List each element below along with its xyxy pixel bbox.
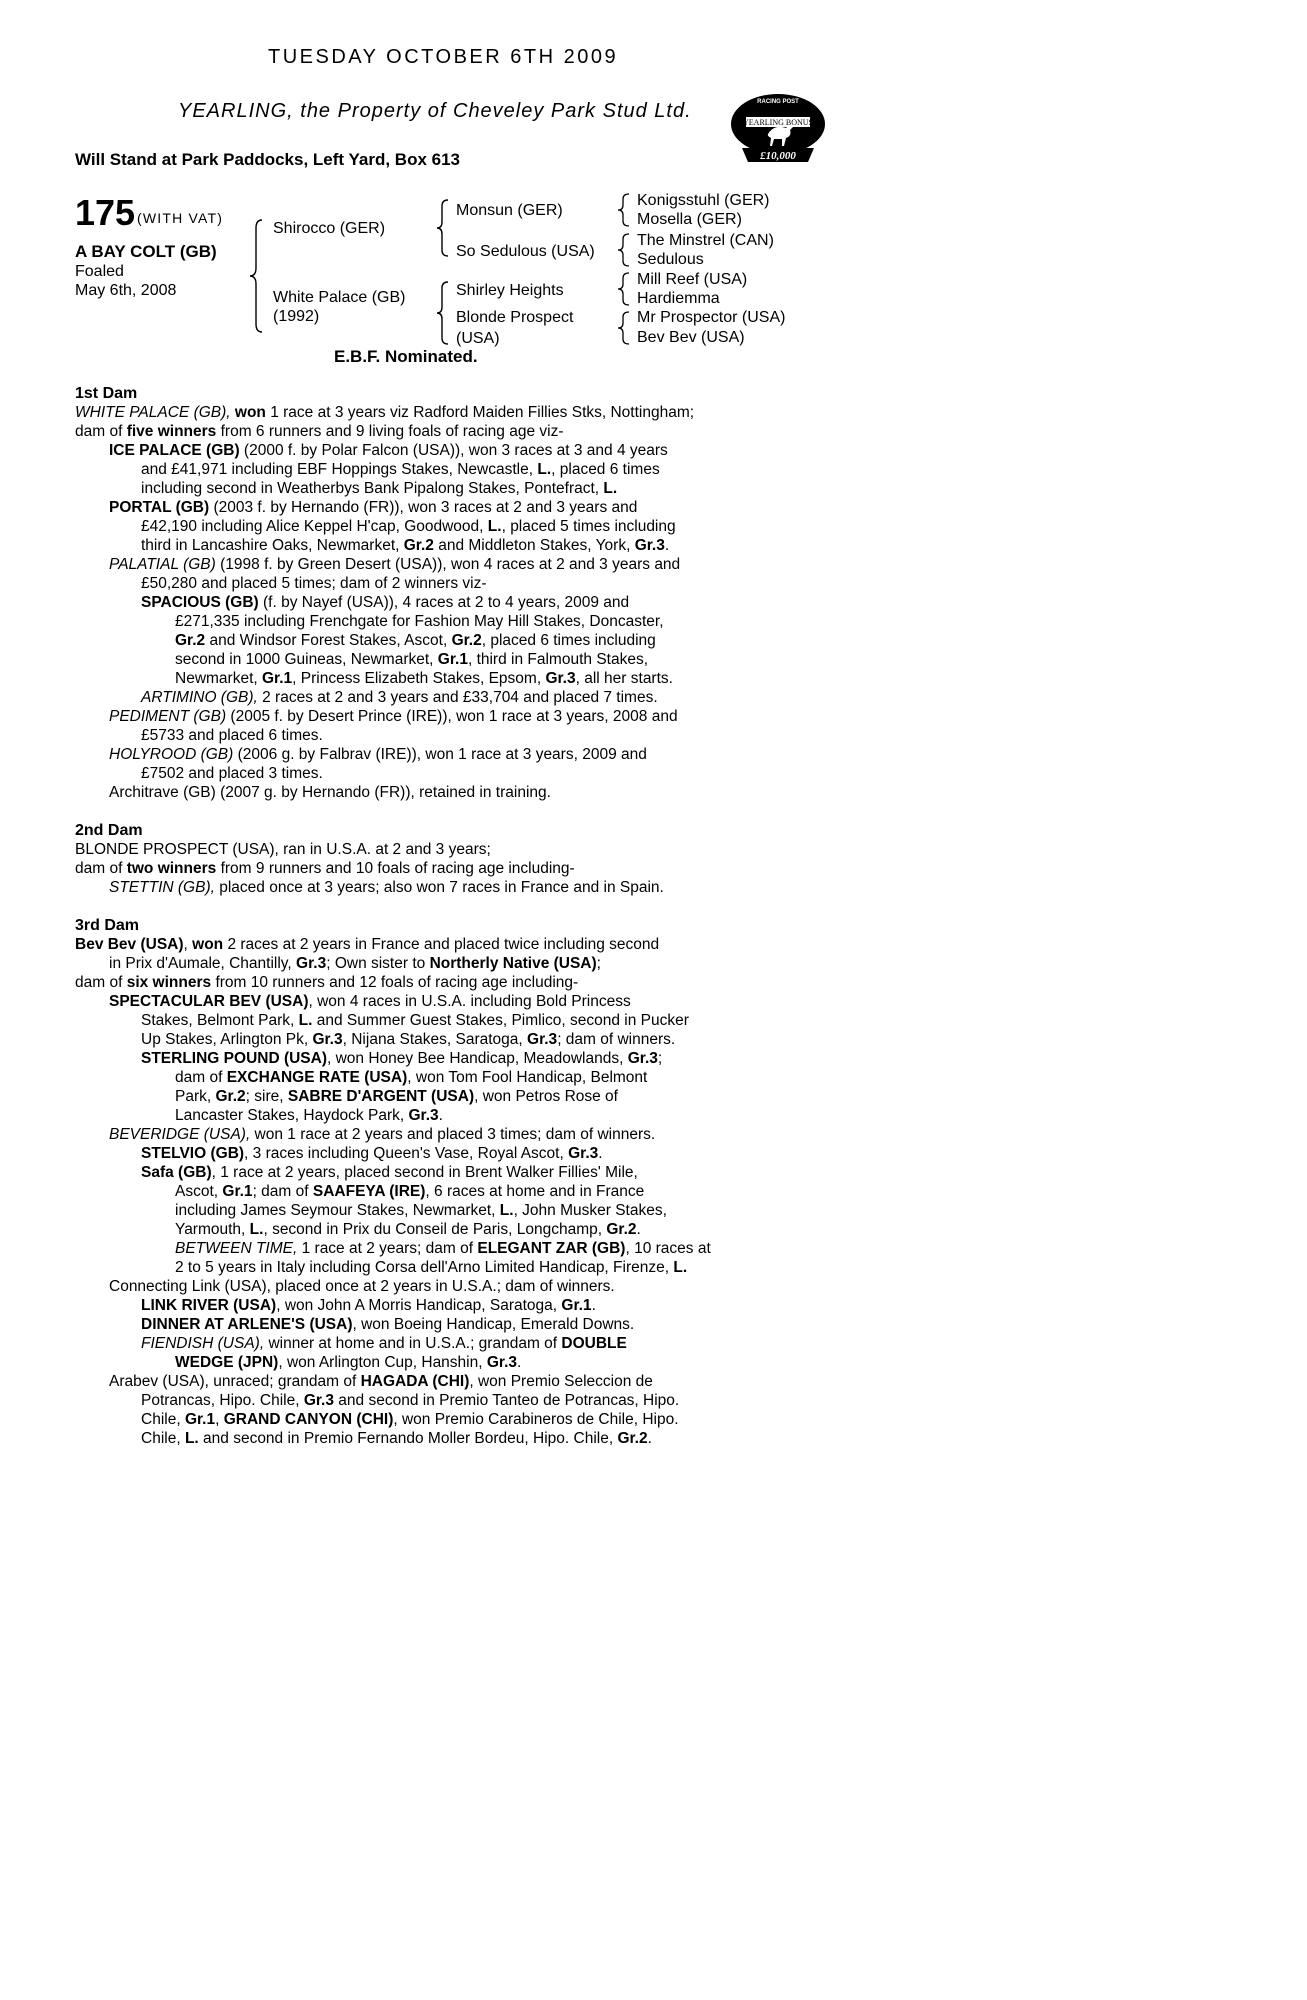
text-fragment: . [647,1430,652,1447]
text-fragment: two winners [126,860,217,877]
text-fragment: WHITE PALACE (GB), [75,404,231,421]
text-fragment: and second in Premio Tanteo de Potrancas, Hipo. [334,1392,680,1409]
text-fragment: Gr.3 [408,1107,439,1124]
produce-between-time [75,1239,755,1258]
pedigree-gg-8: Bev Bev (USA) [637,329,745,346]
text-fragment: from 10 runners and 12 foals of racing age including- [211,974,579,991]
pedigree-sire: Shirocco (GER) [273,220,386,237]
text-fragment: Gr.3 [303,1392,334,1409]
first-dam-line [75,403,755,422]
pedigree-gg-3: The Minstrel (CAN) [637,232,774,249]
text-fragment: Safa (GB) [141,1164,212,1181]
text-fragment: , placed 6 times including [481,632,656,649]
text-fragment: placed once at 3 years; also won 7 races in France and in Spain. [214,879,664,896]
text-fragment: . [517,1354,522,1371]
text-fragment: WEDGE (JPN) [175,1354,279,1371]
text-fragment: EXCHANGE RATE (USA) [226,1069,408,1086]
text-fragment: Up Stakes, Arlington Pk, [141,1031,313,1048]
produce-artimino [75,688,755,707]
produce-sterling-pound-3 [75,1087,755,1106]
first-dam-produce [75,422,755,441]
text-fragment: won [192,936,224,953]
produce-between-time-2 [75,1258,755,1277]
text-fragment: Gr.1 [222,1183,253,1200]
text-fragment: Gr.3 [545,670,576,687]
text-fragment: Gr.2 [451,632,482,649]
text-fragment: SPECTACULAR BEV (USA) [109,993,309,1010]
produce-portal [75,498,755,517]
text-fragment: BEVERIDGE (USA), [109,1126,251,1143]
second-dam-produce [75,859,755,878]
text-fragment: , 1 race at 2 years, placed second in Brent Walker Fillies' Mile, [211,1164,638,1181]
badge-amount: £10,000 [760,150,796,162]
text-fragment: Yarmouth, [175,1221,250,1238]
text-fragment: (2003 f. by Hernando (FR)), won 3 races at 2 and 3 years and [209,499,638,516]
text-fragment: and Middleton Stakes, York, [433,537,635,554]
produce-spacious-2 [75,612,755,631]
yearling-bonus-badge [728,90,828,168]
pedigree-brace-g2 [617,232,633,268]
lot-number: 175 [75,192,136,233]
text-fragment: Gr.2 [606,1221,637,1238]
text-fragment: . [636,1221,641,1238]
text-fragment: Park, [175,1088,216,1105]
text-fragment: , placed 6 times [551,461,660,478]
text-fragment: , won Arlington Cup, Hanshin, [278,1354,487,1371]
text-fragment: (1998 f. by Green Desert (USA)), won 4 races at 2 and 3 years and [215,556,681,573]
text-fragment: L. [184,1430,199,1447]
sale-date: TUESDAY OCTOBER 6TH 2009 [268,46,619,68]
text-fragment: , 10 races at [625,1240,711,1257]
text-fragment: winner at home and in U.S.A.; grandam of [264,1335,562,1352]
text-fragment: ; sire, [245,1088,288,1105]
text-fragment: Potrancas, Hipo. Chile, [141,1392,304,1409]
text-fragment: 2 to 5 years in Italy including Corsa dell'Arno Limited Handicap, Firenze, [175,1259,674,1276]
third-dam-produce [75,973,755,992]
text-fragment: . [598,1145,603,1162]
produce-arabev-4 [75,1429,755,1448]
foaled-label: Foaled [75,263,124,280]
pedigree-brace-g4 [617,310,633,346]
produce-portal-2 [75,517,755,536]
text-fragment: Gr.1 [561,1297,592,1314]
text-fragment: , won 4 races in U.S.A. including Bold Princess [308,993,631,1010]
text-fragment: SPACIOUS (GB) [141,594,259,611]
text-fragment: , won Honey Bee Handicap, Meadowlands, [327,1050,628,1067]
second-dam-heading: 2nd Dam [75,822,143,839]
text-fragment: Gr.3 [627,1050,658,1067]
text-fragment: Stakes, Belmont Park, [141,1012,299,1029]
text-fragment: . [664,537,670,554]
text-fragment: L. [603,480,618,497]
pedigree-brace-sire [436,198,452,258]
first-dam-heading: 1st Dam [75,385,138,402]
produce-portal-3 [75,536,755,555]
foaled-info [75,262,176,300]
text-fragment: Arabev (USA), unraced; grandam of [109,1373,361,1390]
text-fragment: PEDIMENT (GB) [109,708,227,725]
pedigree-brace-g1 [617,192,633,228]
text-fragment: L. [487,518,502,535]
text-fragment: Northerly Native (USA) [429,955,597,972]
text-fragment: Gr.1 [184,1411,216,1428]
text-fragment: Newmarket, [175,670,262,687]
text-fragment: , won Boeing Handicap, Emerald Downs. [352,1316,635,1333]
text-fragment: six winners [126,974,212,991]
produce-pediment [75,707,755,726]
text-fragment: . [591,1297,596,1314]
text-fragment: , all her starts. [575,670,673,687]
text-fragment: L. [249,1221,264,1238]
pedigree-brace-main [248,218,272,334]
text-fragment: Gr.3 [486,1354,518,1371]
third-dam-heading: 3rd Dam [75,917,140,934]
produce-safa-2 [75,1182,755,1201]
text-fragment: and £41,971 including EBF Hoppings Stakes, Newcastle, [141,461,538,478]
produce-arabev-3 [75,1410,755,1429]
text-fragment: dam of [75,974,127,991]
produce-palatial [75,555,755,574]
text-fragment: . [438,1107,443,1124]
pedigree-gg-4: Sedulous [637,251,704,268]
text-fragment: Gr.1 [262,670,293,687]
catalogue-text [75,384,755,1448]
text-fragment: £7502 and placed 3 times. [141,765,323,782]
text-fragment: , won Premio Seleccion de [469,1373,653,1390]
text-fragment: Gr.3 [312,1031,343,1048]
produce-fiendish-2 [75,1353,755,1372]
text-fragment: ELEGANT ZAR (GB) [477,1240,626,1257]
text-fragment: ; dam of winners. [557,1031,676,1048]
text-fragment: L. [537,461,552,478]
text-fragment: , won Tom Fool Handicap, Belmont [407,1069,648,1086]
second-dam-line [75,840,755,859]
produce-dinner-at-arlenes [75,1315,755,1334]
text-fragment: BETWEEN TIME, [175,1240,298,1257]
text-fragment: Gr.3 [296,955,327,972]
third-dam-line [75,935,755,954]
text-fragment: FIENDISH (USA), [141,1335,265,1352]
text-fragment: won [230,404,266,421]
text-fragment: , 6 races at home and in France [425,1183,645,1200]
text-fragment: L. [673,1259,688,1276]
produce-ice-palace [75,441,755,460]
text-fragment: BLONDE PROSPECT (USA), ran in U.S.A. at 2 and 3 years; [75,841,491,858]
third-dam-line-2 [75,954,755,973]
text-fragment: Lancaster Stakes, Haydock Park, [175,1107,409,1124]
text-fragment: ; Own sister to [326,955,430,972]
text-fragment: ARTIMINO (GB), [141,689,258,706]
text-fragment: Gr.2 [175,632,206,649]
text-fragment: including James Seymour Stakes, Newmarket, [175,1202,500,1219]
pedigree-dam-sire: Shirley Heights [456,282,564,299]
text-fragment: (2006 g. by Falbrav (IRE)), won 1 race at 3 years, 2009 and [233,746,647,763]
text-fragment: (2005 f. by Desert Prince (IRE)), won 1 race at 3 years, 2008 and [226,708,678,725]
pedigree-sire-dam: So Sedulous (USA) [456,243,595,260]
produce-safa [75,1163,755,1182]
text-fragment: dam of [75,423,127,440]
badge-top-text: RACING POST [757,99,799,105]
produce-spectacular-bev-3 [75,1030,755,1049]
text-fragment: Gr.2 [403,537,434,554]
text-fragment: PORTAL (GB) [109,499,210,516]
pedigree-gg-1: Konigsstuhl (GER) [637,192,770,209]
text-fragment: , Nijana Stakes, Saratoga, [342,1031,528,1048]
produce-pediment-2 [75,726,755,745]
text-fragment: , won John A Morris Handicap, Saratoga, [276,1297,562,1314]
produce-sterling-pound [75,1049,755,1068]
produce-fiendish [75,1334,755,1353]
produce-stelvio [75,1144,755,1163]
text-fragment: Ascot, [175,1183,223,1200]
text-fragment: from 9 runners and 10 foals of racing age including- [216,860,575,877]
pedigree-brace-dam [436,280,452,346]
text-fragment: in Prix d'Aumale, Chantilly, [109,955,297,972]
text-fragment: , [183,936,193,953]
pedigree-dam: White Palace (GB) [273,289,406,306]
property-line: YEARLING, the Property of Cheveley Park Stud Ltd. [178,100,692,122]
produce-ice-palace-3 [75,479,755,498]
text-fragment: HOLYROOD (GB) [109,746,234,763]
text-fragment: ICE PALACE (GB) [109,442,240,459]
produce-safa-4 [75,1220,755,1239]
text-fragment: and Windsor Forest Stakes, Ascot, [205,632,452,649]
text-fragment: 2 races at 2 and 3 years and £33,704 and placed 7 times. [257,689,658,706]
text-fragment: , third in Falmouth Stakes, [467,651,649,668]
text-fragment: , 3 races including Queen's Vase, Royal Ascot, [244,1145,569,1162]
ebf-nominated: E.B.F. Nominated. [334,347,478,366]
text-fragment: LINK RIVER (USA) [141,1297,277,1314]
produce-spacious-3 [75,631,755,650]
text-fragment: ; dam of [252,1183,313,1200]
text-fragment: second in 1000 Guineas, Newmarket, [175,651,438,668]
text-fragment: 1 race at 3 years viz Radford Maiden Fillies Stks, Nottingham; [265,404,695,421]
text-fragment: PALATIAL (GB) [109,556,216,573]
text-fragment: Connecting Link (USA), placed once at 2 years in U.S.A.; dam of winners. [109,1278,615,1295]
produce-connecting-link [75,1277,755,1296]
text-fragment: STERLING POUND (USA) [141,1050,327,1067]
produce-holyrood-2 [75,764,755,783]
text-fragment: 2 races at 2 years in France and placed twice including second [223,936,660,953]
text-fragment: , Princess Elizabeth Stakes, Epsom, [292,670,546,687]
text-fragment: dam of [75,860,127,877]
text-fragment: and second in Premio Fernando Moller Bordeu, Hipo. Chile, [198,1430,618,1447]
produce-holyrood [75,745,755,764]
text-fragment: , John Musker Stakes, [513,1202,667,1219]
produce-spacious [75,593,755,612]
text-fragment: Gr.2 [617,1430,648,1447]
text-fragment: SAAFEYA (IRE) [312,1183,426,1200]
pedigree-dam-year: (1992) [273,308,320,325]
text-fragment: GRAND CANYON (CHI) [223,1411,394,1428]
text-fragment: £271,335 including Frenchgate for Fashion May Hill Stakes, Doncaster, [175,613,664,630]
produce-spectacular-bev [75,992,755,1011]
pedigree-gg-7: Mr Prospector (USA) [637,309,786,326]
text-fragment: won 1 race at 2 years and placed 3 times; dam of winners. [250,1126,656,1143]
produce-architrave [75,783,755,802]
text-fragment: including second in Weatherbys Bank Pipalong Stakes, Pontefract, [141,480,604,497]
text-fragment: £5733 and placed 6 times. [141,727,323,744]
text-fragment: Architrave (GB) (2007 g. by Hernando (FR)), retained in training. [109,784,551,801]
produce-spacious-4 [75,650,755,669]
text-fragment: Gr.1 [437,651,468,668]
text-fragment: £50,280 and placed 5 times; dam of 2 winners viz- [141,575,487,592]
text-fragment: , [215,1411,224,1428]
produce-stettin [75,878,755,897]
text-fragment: , second in Prix du Conseil de Paris, Longchamp, [263,1221,607,1238]
text-fragment: ; [657,1050,663,1067]
text-fragment: SABRE D'ARGENT (USA) [287,1088,475,1105]
text-fragment: , won Premio Carabineros de Chile, Hipo. [393,1411,679,1428]
pedigree-gg-2: Mosella (GER) [637,211,742,228]
text-fragment: HAGADA (CHI) [360,1373,470,1390]
lot-name: A BAY COLT (GB) [75,242,217,261]
foaled-date: May 6th, 2008 [75,282,177,299]
text-fragment: L. [298,1012,313,1029]
produce-beveridge [75,1125,755,1144]
produce-spacious-5 [75,669,755,688]
produce-spectacular-bev-2 [75,1011,755,1030]
text-fragment: (f. by Nayef (USA)), 4 races at 2 to 4 years, 2009 and [258,594,630,611]
text-fragment: Bev Bev (USA) [75,936,184,953]
pedigree-dam-dam-country: (USA) [456,330,500,347]
text-fragment: DOUBLE [561,1335,627,1352]
text-fragment: £42,190 including Alice Keppel H'cap, Goodwood, [141,518,488,535]
text-fragment: 1 race at 2 years; dam of [297,1240,478,1257]
pedigree-gg-6: Hardiemma [637,290,720,307]
pedigree-sire-sire: Monsun (GER) [456,202,563,219]
produce-sterling-pound-4 [75,1106,755,1125]
text-fragment: and Summer Guest Stakes, Pimlico, second in Pucker [312,1012,689,1029]
badge-middle-text: YEARLING BONUS [743,118,813,127]
text-fragment: STELVIO (GB) [141,1145,245,1162]
pedigree-dam-dam: Blonde Prospect [456,309,574,326]
text-fragment: Gr.2 [215,1088,246,1105]
produce-safa-3 [75,1201,755,1220]
text-fragment: STETTIN (GB), [109,879,215,896]
produce-arabev [75,1372,755,1391]
text-fragment: dam of [175,1069,227,1086]
stand-location: Will Stand at Park Paddocks, Left Yard, Box 613 [75,150,460,169]
text-fragment: third in Lancashire Oaks, Newmarket, [141,537,404,554]
text-fragment: L. [499,1202,514,1219]
text-fragment: , placed 5 times including [501,518,676,535]
text-fragment: ; [596,955,601,972]
vat-note: (WITH VAT) [137,210,224,226]
text-fragment: (2000 f. by Polar Falcon (USA)), won 3 races at 3 and 4 years [239,442,668,459]
pedigree-gg-5: Mill Reef (USA) [637,271,748,288]
text-fragment: DINNER AT ARLENE'S (USA) [141,1316,353,1333]
produce-sterling-pound-2 [75,1068,755,1087]
text-fragment: , won Petros Rose of [474,1088,618,1105]
pedigree-brace-g3 [617,271,633,307]
text-fragment: from 6 runners and 9 living foals of racing age viz- [216,423,564,440]
produce-arabev-2 [75,1391,755,1410]
text-fragment: Gr.3 [527,1031,558,1048]
produce-ice-palace-2 [75,460,755,479]
produce-link-river [75,1296,755,1315]
text-fragment: Chile, [141,1411,185,1428]
text-fragment: Gr.3 [568,1145,599,1162]
text-fragment: Chile, [141,1430,185,1447]
text-fragment: Gr.3 [634,537,665,554]
produce-palatial-2 [75,574,755,593]
text-fragment: five winners [126,423,217,440]
